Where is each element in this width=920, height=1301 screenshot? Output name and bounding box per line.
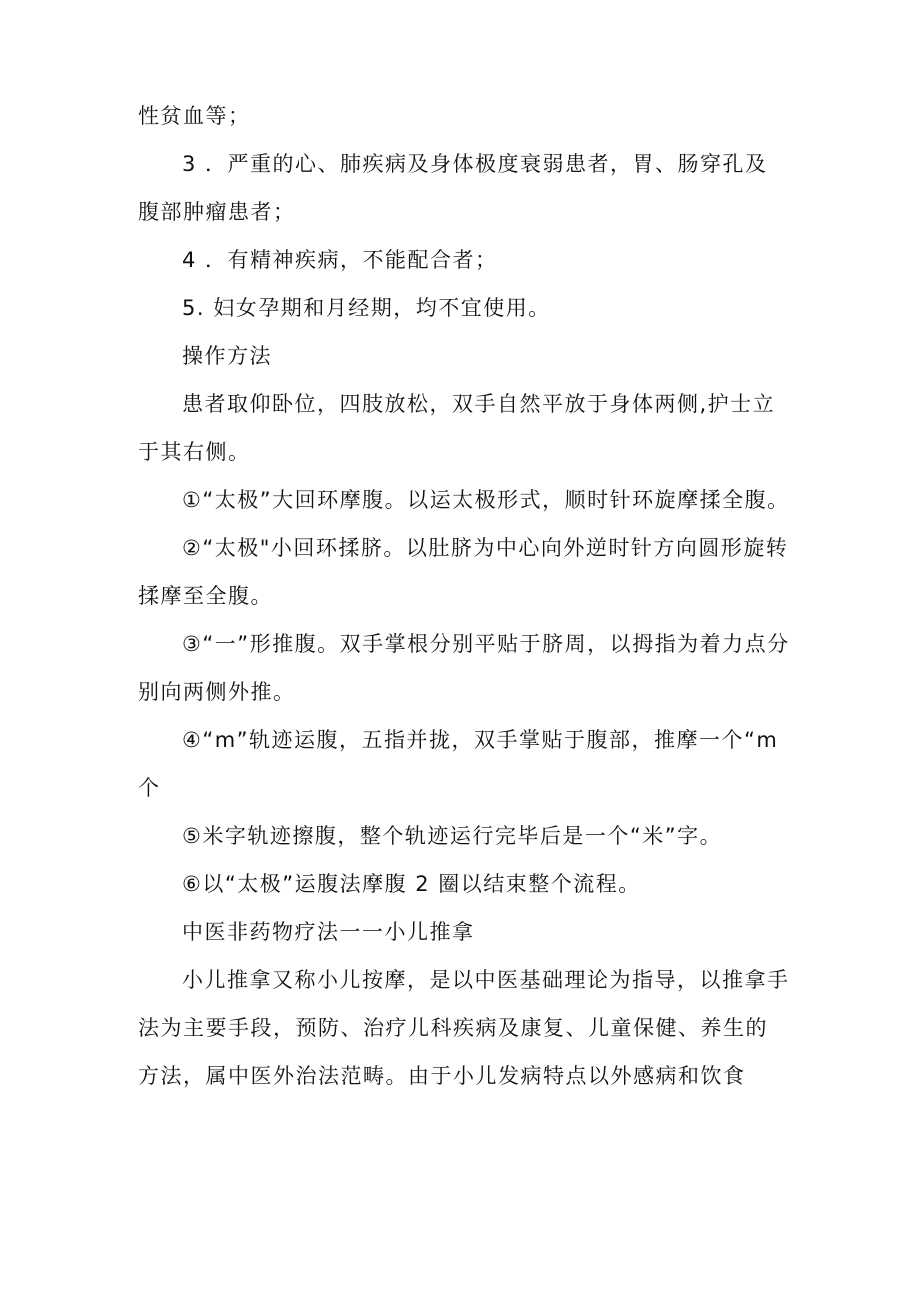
section-heading-pediatric-massage: 中医非药物疗法一一小儿推拿: [182, 920, 475, 944]
paragraph-item-3: 3 ．严重的心、肺疾病及身体极度衰弱患者，胃、肠穿孔及腹部肿瘤患者；: [138, 152, 768, 224]
paragraph-continuation: 性贫血等；: [138, 104, 251, 128]
paragraph-pediatric-massage: 小儿推拿又称小儿按摩，是以中医基础理论为指导，以推拿手法为主要手段，预防、治疗儿科疾病及康复、儿童保健、养生的方法，属中医外治法范畴。由于小儿发病特点以外感病和饮食: [138, 968, 790, 1088]
step-6: ⑥以“太极”运腹法摩腹 2 圈以结束整个流程。: [182, 872, 641, 896]
step-5: ⑤米字轨迹擦腹，整个轨迹运行完毕后是一个“米”字。: [182, 824, 723, 848]
paragraph-item-4: 4 ．有精神疾病，不能配合者；: [182, 248, 498, 272]
paragraph-item-5: 5. 妇女孕期和月经期，均不宜使用。: [182, 296, 551, 320]
section-heading-operation-method: 操作方法: [182, 344, 272, 368]
step-2: ②“太极"小回环揉脐。以肚脐为中心向外逆时针方向圆形旋转揉摩至全腹。: [138, 536, 789, 608]
paragraph-patient-position: 患者取仰卧位，四肢放松，双手自然平放于身体两侧,护士立于其右侧。: [138, 392, 776, 464]
document-body: [138, 92, 790, 1100]
step-4: ④“m”轨迹运腹，五指并拢，双手掌贴于腹部，推摩一个“m个: [138, 728, 779, 800]
step-1: ①“太极”大回环摩腹。以运太极形式，顺时针环旋摩揉全腹。: [182, 488, 790, 512]
step-3: ③“一”形推腹。双手掌根分别平贴于脐周，以拇指为着力点分别向两侧外推。: [138, 632, 790, 704]
